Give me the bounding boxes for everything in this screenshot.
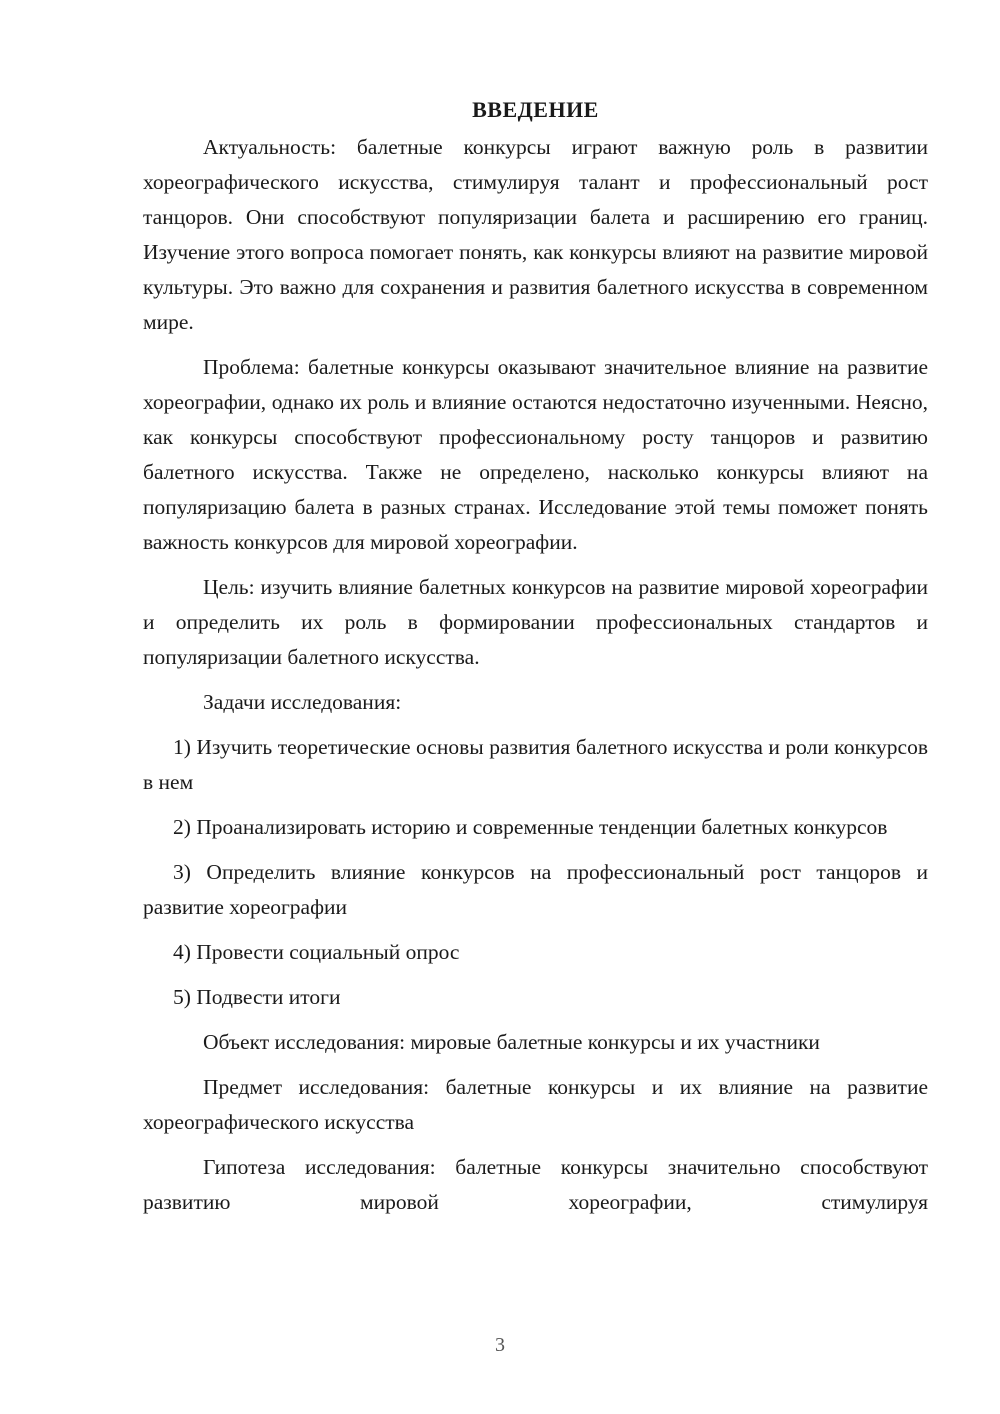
task-item-1: 1) Изучить теоретические основы развития балетного искусства и роли конкурсов в нем xyxy=(143,735,928,794)
problem-paragraph: Проблема: балетные конкурсы оказывают значительное влияние на развитие хореографии, однако их роль и влияние остаются недостаточно изученными. Неясно, как конкурсы способствуют профессиональному росту танцоров и развитию балетного искусства. Также не определено, насколько конкурсы влияют на популяризацию балета в разных странах. Исследование этой темы поможет понять важность конкурсов для мировой хореографии. xyxy=(143,355,928,554)
page-number: 3 xyxy=(495,1334,505,1356)
goal-paragraph: Цель: изучить влияние балетных конкурсов на развитие мировой хореографии и определить их роль в формировании профессиональных стандартов и популяризации балетного искусства. xyxy=(143,575,928,669)
page-title: ВВЕДЕНИЕ xyxy=(472,97,599,122)
document-page xyxy=(143,92,928,1220)
task-item-5: 5) Подвести итоги xyxy=(173,985,341,1009)
task-item-4: 4) Провести социальный опрос xyxy=(173,940,460,964)
task-item-3: 3) Определить влияние конкурсов на профессиональный рост танцоров и развитие хореографии xyxy=(143,860,928,919)
task-item-2: 2) Проанализировать историю и современные тенденции балетных конкурсов xyxy=(173,815,888,839)
relevance-paragraph: Актуальность: балетные конкурсы играют важную роль в развитии хореографического искусства, стимулируя талант и профессиональный рост танцоров. Они способствуют популяризации балета и расширению его границ. Изучение этого вопроса помогает понять, как конкурсы влияют на развитие мировой культуры. Это важно для сохранения и развития балетного искусства в современном мире. xyxy=(143,135,928,334)
tasks-heading: Задачи исследования: xyxy=(203,690,402,714)
subject-paragraph: Предмет исследования: балетные конкурсы и их влияние на развитие хореографического искусства xyxy=(143,1075,928,1134)
hypothesis-paragraph: Гипотеза исследования: балетные конкурсы значительно способствуют развитию мировой хореографии, стимулируя xyxy=(143,1155,928,1214)
object-paragraph: Объект исследования: мировые балетные конкурсы и их участники xyxy=(203,1030,820,1054)
